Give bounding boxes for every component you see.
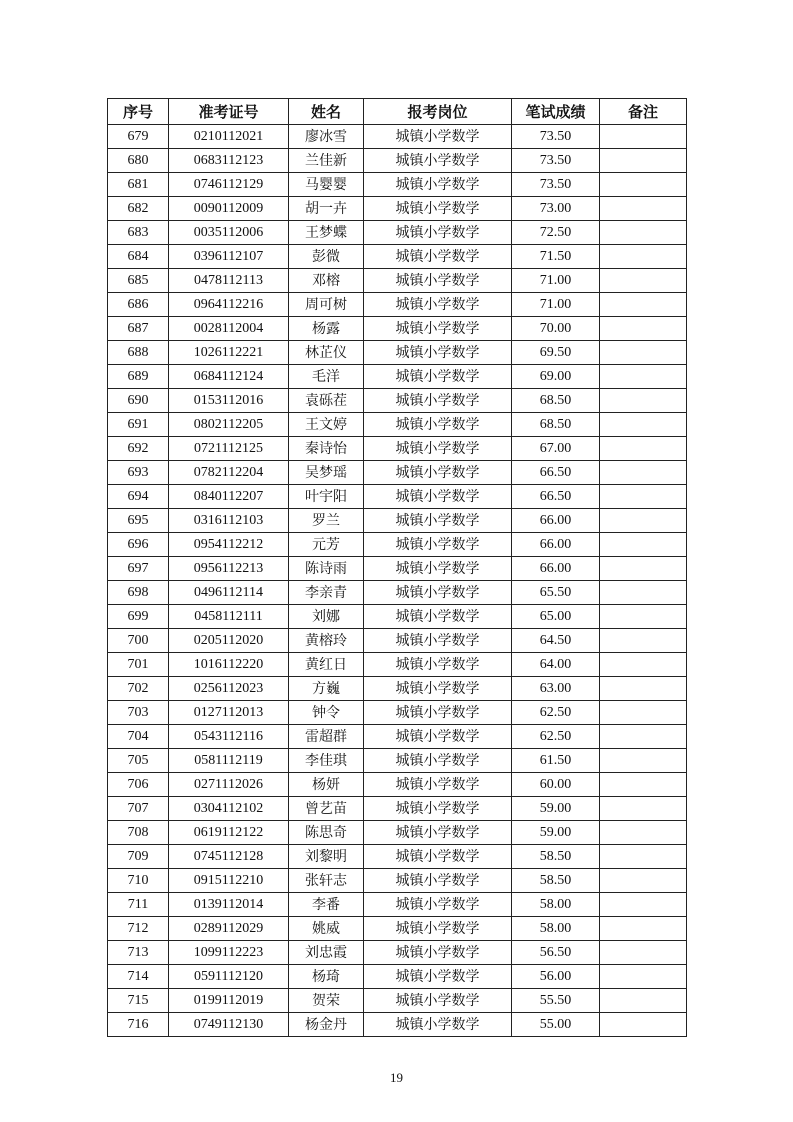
cell-seq: 684 xyxy=(108,245,169,269)
cell-seq: 698 xyxy=(108,581,169,605)
cell-remarks xyxy=(600,893,687,917)
cell-name: 胡一卉 xyxy=(289,197,364,221)
header-seq: 序号 xyxy=(108,99,169,125)
cell-name: 廖冰雪 xyxy=(289,125,364,149)
cell-remarks xyxy=(600,245,687,269)
cell-seq: 701 xyxy=(108,653,169,677)
cell-position: 城镇小学数学 xyxy=(364,1013,512,1037)
cell-score: 66.00 xyxy=(512,533,600,557)
cell-position: 城镇小学数学 xyxy=(364,965,512,989)
cell-position: 城镇小学数学 xyxy=(364,365,512,389)
table-body xyxy=(108,125,687,1037)
cell-seq: 679 xyxy=(108,125,169,149)
cell-exam-id: 0028112004 xyxy=(169,317,289,341)
cell-score: 73.50 xyxy=(512,125,600,149)
cell-remarks xyxy=(600,845,687,869)
cell-position: 城镇小学数学 xyxy=(364,533,512,557)
header-remarks: 备注 xyxy=(600,99,687,125)
cell-name: 邓榕 xyxy=(289,269,364,293)
cell-remarks xyxy=(600,269,687,293)
cell-position: 城镇小学数学 xyxy=(364,749,512,773)
cell-exam-id: 0619112122 xyxy=(169,821,289,845)
cell-score: 55.00 xyxy=(512,1013,600,1037)
cell-name: 陈诗雨 xyxy=(289,557,364,581)
cell-score: 64.00 xyxy=(512,653,600,677)
cell-remarks xyxy=(600,653,687,677)
cell-name: 黄红日 xyxy=(289,653,364,677)
cell-remarks xyxy=(600,293,687,317)
cell-name: 陈思奇 xyxy=(289,821,364,845)
cell-remarks xyxy=(600,221,687,245)
cell-exam-id: 1016112220 xyxy=(169,653,289,677)
table-row xyxy=(108,533,687,557)
cell-remarks xyxy=(600,773,687,797)
cell-position: 城镇小学数学 xyxy=(364,941,512,965)
cell-score: 66.50 xyxy=(512,485,600,509)
cell-remarks xyxy=(600,677,687,701)
cell-exam-id: 0210112021 xyxy=(169,125,289,149)
cell-exam-id: 0458112111 xyxy=(169,605,289,629)
table-row xyxy=(108,173,687,197)
cell-name: 王梦蝶 xyxy=(289,221,364,245)
cell-exam-id: 0840112207 xyxy=(169,485,289,509)
cell-remarks xyxy=(600,341,687,365)
cell-exam-id: 0316112103 xyxy=(169,509,289,533)
cell-position: 城镇小学数学 xyxy=(364,629,512,653)
cell-exam-id: 0746112129 xyxy=(169,173,289,197)
cell-score: 56.50 xyxy=(512,941,600,965)
header-name: 姓名 xyxy=(289,99,364,125)
cell-seq: 706 xyxy=(108,773,169,797)
cell-position: 城镇小学数学 xyxy=(364,557,512,581)
cell-exam-id: 0271112026 xyxy=(169,773,289,797)
cell-name: 兰佳新 xyxy=(289,149,364,173)
table-row xyxy=(108,341,687,365)
cell-position: 城镇小学数学 xyxy=(364,149,512,173)
table-row xyxy=(108,269,687,293)
cell-exam-id: 0721112125 xyxy=(169,437,289,461)
cell-name: 曾艺苗 xyxy=(289,797,364,821)
cell-remarks xyxy=(600,437,687,461)
cell-name: 黄榕玲 xyxy=(289,629,364,653)
cell-exam-id: 0205112020 xyxy=(169,629,289,653)
cell-exam-id: 0749112130 xyxy=(169,1013,289,1037)
cell-score: 64.50 xyxy=(512,629,600,653)
cell-score: 59.00 xyxy=(512,821,600,845)
cell-position: 城镇小学数学 xyxy=(364,797,512,821)
table-row xyxy=(108,365,687,389)
table-row xyxy=(108,509,687,533)
cell-remarks xyxy=(600,581,687,605)
cell-score: 73.50 xyxy=(512,149,600,173)
table-row xyxy=(108,317,687,341)
cell-seq: 688 xyxy=(108,341,169,365)
cell-exam-id: 0954112212 xyxy=(169,533,289,557)
cell-name: 刘忠霞 xyxy=(289,941,364,965)
cell-remarks xyxy=(600,413,687,437)
cell-score: 68.50 xyxy=(512,413,600,437)
table-row xyxy=(108,917,687,941)
cell-seq: 708 xyxy=(108,821,169,845)
cell-name: 周可树 xyxy=(289,293,364,317)
cell-seq: 700 xyxy=(108,629,169,653)
cell-score: 71.00 xyxy=(512,269,600,293)
table-row xyxy=(108,389,687,413)
header-position: 报考岗位 xyxy=(364,99,512,125)
cell-score: 70.00 xyxy=(512,317,600,341)
cell-exam-id: 0581112119 xyxy=(169,749,289,773)
cell-remarks xyxy=(600,173,687,197)
table-row xyxy=(108,893,687,917)
cell-position: 城镇小学数学 xyxy=(364,677,512,701)
cell-score: 58.00 xyxy=(512,917,600,941)
cell-name: 罗兰 xyxy=(289,509,364,533)
cell-remarks xyxy=(600,869,687,893)
cell-score: 55.50 xyxy=(512,989,600,1013)
cell-position: 城镇小学数学 xyxy=(364,893,512,917)
cell-seq: 687 xyxy=(108,317,169,341)
cell-name: 毛洋 xyxy=(289,365,364,389)
table-row xyxy=(108,485,687,509)
cell-exam-id: 0683112123 xyxy=(169,149,289,173)
cell-seq: 686 xyxy=(108,293,169,317)
cell-exam-id: 0127112013 xyxy=(169,701,289,725)
cell-position: 城镇小学数学 xyxy=(364,317,512,341)
cell-score: 72.50 xyxy=(512,221,600,245)
cell-remarks xyxy=(600,941,687,965)
cell-remarks xyxy=(600,533,687,557)
cell-remarks xyxy=(600,197,687,221)
table-row xyxy=(108,773,687,797)
cell-score: 60.00 xyxy=(512,773,600,797)
cell-exam-id: 0591112120 xyxy=(169,965,289,989)
table-row xyxy=(108,197,687,221)
table-row xyxy=(108,989,687,1013)
cell-seq: 712 xyxy=(108,917,169,941)
cell-seq: 691 xyxy=(108,413,169,437)
cell-exam-id: 1026112221 xyxy=(169,341,289,365)
cell-exam-id: 0304112102 xyxy=(169,797,289,821)
table-row xyxy=(108,461,687,485)
cell-seq: 685 xyxy=(108,269,169,293)
cell-position: 城镇小学数学 xyxy=(364,725,512,749)
table-row xyxy=(108,413,687,437)
cell-position: 城镇小学数学 xyxy=(364,701,512,725)
cell-remarks xyxy=(600,605,687,629)
page-number: 19 xyxy=(390,1070,403,1085)
cell-remarks xyxy=(600,509,687,533)
cell-score: 66.50 xyxy=(512,461,600,485)
cell-score: 69.00 xyxy=(512,365,600,389)
cell-exam-id: 0139112014 xyxy=(169,893,289,917)
cell-remarks xyxy=(600,389,687,413)
cell-exam-id: 0256112023 xyxy=(169,677,289,701)
cell-name: 吴梦瑶 xyxy=(289,461,364,485)
cell-name: 林芷仪 xyxy=(289,341,364,365)
table-row xyxy=(108,821,687,845)
cell-position: 城镇小学数学 xyxy=(364,413,512,437)
cell-seq: 680 xyxy=(108,149,169,173)
cell-score: 65.50 xyxy=(512,581,600,605)
cell-seq: 710 xyxy=(108,869,169,893)
table-row xyxy=(108,677,687,701)
cell-score: 58.50 xyxy=(512,869,600,893)
cell-seq: 713 xyxy=(108,941,169,965)
cell-remarks xyxy=(600,365,687,389)
table-row xyxy=(108,701,687,725)
cell-exam-id: 0684112124 xyxy=(169,365,289,389)
cell-exam-id: 0153112016 xyxy=(169,389,289,413)
cell-position: 城镇小学数学 xyxy=(364,341,512,365)
cell-exam-id: 0289112029 xyxy=(169,917,289,941)
cell-score: 69.50 xyxy=(512,341,600,365)
cell-name: 袁砾茬 xyxy=(289,389,364,413)
cell-score: 58.50 xyxy=(512,845,600,869)
table-row xyxy=(108,869,687,893)
cell-remarks xyxy=(600,485,687,509)
cell-exam-id: 0745112128 xyxy=(169,845,289,869)
cell-remarks xyxy=(600,557,687,581)
cell-remarks xyxy=(600,989,687,1013)
cell-score: 62.50 xyxy=(512,725,600,749)
cell-seq: 711 xyxy=(108,893,169,917)
cell-score: 61.50 xyxy=(512,749,600,773)
table-row xyxy=(108,581,687,605)
cell-seq: 681 xyxy=(108,173,169,197)
cell-name: 姚威 xyxy=(289,917,364,941)
table-row xyxy=(108,845,687,869)
cell-seq: 696 xyxy=(108,533,169,557)
cell-position: 城镇小学数学 xyxy=(364,197,512,221)
cell-name: 张轩志 xyxy=(289,869,364,893)
cell-score: 73.50 xyxy=(512,173,600,197)
cell-name: 王文婷 xyxy=(289,413,364,437)
score-table xyxy=(107,98,687,1037)
cell-name: 杨露 xyxy=(289,317,364,341)
cell-name: 雷超群 xyxy=(289,725,364,749)
cell-score: 67.00 xyxy=(512,437,600,461)
cell-position: 城镇小学数学 xyxy=(364,773,512,797)
cell-seq: 707 xyxy=(108,797,169,821)
table-row xyxy=(108,557,687,581)
cell-seq: 690 xyxy=(108,389,169,413)
cell-seq: 694 xyxy=(108,485,169,509)
cell-name: 杨妍 xyxy=(289,773,364,797)
cell-position: 城镇小学数学 xyxy=(364,221,512,245)
table-row xyxy=(108,125,687,149)
cell-position: 城镇小学数学 xyxy=(364,869,512,893)
table-row xyxy=(108,437,687,461)
cell-position: 城镇小学数学 xyxy=(364,437,512,461)
cell-position: 城镇小学数学 xyxy=(364,269,512,293)
cell-position: 城镇小学数学 xyxy=(364,821,512,845)
cell-remarks xyxy=(600,461,687,485)
cell-name: 元芳 xyxy=(289,533,364,557)
cell-seq: 705 xyxy=(108,749,169,773)
cell-score: 56.00 xyxy=(512,965,600,989)
cell-score: 65.00 xyxy=(512,605,600,629)
cell-seq: 704 xyxy=(108,725,169,749)
cell-seq: 682 xyxy=(108,197,169,221)
table-row xyxy=(108,293,687,317)
cell-score: 62.50 xyxy=(512,701,600,725)
cell-exam-id: 0782112204 xyxy=(169,461,289,485)
cell-exam-id: 0496112114 xyxy=(169,581,289,605)
table-row xyxy=(108,941,687,965)
cell-remarks xyxy=(600,701,687,725)
cell-position: 城镇小学数学 xyxy=(364,389,512,413)
cell-seq: 695 xyxy=(108,509,169,533)
cell-remarks xyxy=(600,965,687,989)
table-row xyxy=(108,1013,687,1037)
cell-exam-id: 0802112205 xyxy=(169,413,289,437)
cell-name: 马婴婴 xyxy=(289,173,364,197)
cell-name: 李亲青 xyxy=(289,581,364,605)
cell-position: 城镇小学数学 xyxy=(364,605,512,629)
header-score: 笔试成绩 xyxy=(512,99,600,125)
table-row xyxy=(108,725,687,749)
cell-name: 彭微 xyxy=(289,245,364,269)
table-row xyxy=(108,629,687,653)
cell-exam-id: 0956112213 xyxy=(169,557,289,581)
cell-score: 63.00 xyxy=(512,677,600,701)
table-row xyxy=(108,797,687,821)
cell-name: 秦诗怡 xyxy=(289,437,364,461)
header-exam-id: 准考证号 xyxy=(169,99,289,125)
table-row xyxy=(108,221,687,245)
cell-remarks xyxy=(600,797,687,821)
cell-score: 71.00 xyxy=(512,293,600,317)
table-row xyxy=(108,965,687,989)
table-row xyxy=(108,245,687,269)
cell-seq: 692 xyxy=(108,437,169,461)
cell-seq: 702 xyxy=(108,677,169,701)
cell-position: 城镇小学数学 xyxy=(364,485,512,509)
cell-remarks xyxy=(600,317,687,341)
cell-exam-id: 0543112116 xyxy=(169,725,289,749)
cell-remarks xyxy=(600,1013,687,1037)
cell-name: 李佳琪 xyxy=(289,749,364,773)
cell-position: 城镇小学数学 xyxy=(364,917,512,941)
cell-position: 城镇小学数学 xyxy=(364,245,512,269)
cell-name: 杨琦 xyxy=(289,965,364,989)
table-row xyxy=(108,149,687,173)
cell-remarks xyxy=(600,725,687,749)
cell-exam-id: 0964112216 xyxy=(169,293,289,317)
cell-position: 城镇小学数学 xyxy=(364,461,512,485)
cell-name: 叶宇阳 xyxy=(289,485,364,509)
cell-position: 城镇小学数学 xyxy=(364,845,512,869)
cell-exam-id: 0396112107 xyxy=(169,245,289,269)
cell-seq: 716 xyxy=(108,1013,169,1037)
cell-score: 73.00 xyxy=(512,197,600,221)
cell-name: 刘娜 xyxy=(289,605,364,629)
cell-score: 66.00 xyxy=(512,557,600,581)
header-row xyxy=(108,99,687,125)
cell-remarks xyxy=(600,125,687,149)
cell-position: 城镇小学数学 xyxy=(364,653,512,677)
cell-score: 71.50 xyxy=(512,245,600,269)
cell-exam-id: 0915112210 xyxy=(169,869,289,893)
cell-name: 钟令 xyxy=(289,701,364,725)
cell-position: 城镇小学数学 xyxy=(364,581,512,605)
cell-exam-id: 1099112223 xyxy=(169,941,289,965)
cell-remarks xyxy=(600,917,687,941)
cell-seq: 683 xyxy=(108,221,169,245)
table-row xyxy=(108,653,687,677)
cell-exam-id: 0035112006 xyxy=(169,221,289,245)
cell-seq: 693 xyxy=(108,461,169,485)
cell-exam-id: 0199112019 xyxy=(169,989,289,1013)
cell-position: 城镇小学数学 xyxy=(364,173,512,197)
cell-score: 59.00 xyxy=(512,797,600,821)
cell-seq: 689 xyxy=(108,365,169,389)
cell-seq: 714 xyxy=(108,965,169,989)
table-row xyxy=(108,605,687,629)
cell-position: 城镇小学数学 xyxy=(364,293,512,317)
cell-name: 刘黎明 xyxy=(289,845,364,869)
cell-remarks xyxy=(600,821,687,845)
cell-remarks xyxy=(600,629,687,653)
cell-exam-id: 0478112113 xyxy=(169,269,289,293)
cell-score: 68.50 xyxy=(512,389,600,413)
cell-name: 杨金丹 xyxy=(289,1013,364,1037)
cell-name: 方巍 xyxy=(289,677,364,701)
cell-position: 城镇小学数学 xyxy=(364,509,512,533)
cell-seq: 703 xyxy=(108,701,169,725)
cell-name: 贺荣 xyxy=(289,989,364,1013)
cell-remarks xyxy=(600,749,687,773)
cell-remarks xyxy=(600,149,687,173)
cell-position: 城镇小学数学 xyxy=(364,989,512,1013)
cell-name: 李番 xyxy=(289,893,364,917)
table-row xyxy=(108,749,687,773)
cell-seq: 699 xyxy=(108,605,169,629)
cell-seq: 697 xyxy=(108,557,169,581)
cell-score: 58.00 xyxy=(512,893,600,917)
table-header xyxy=(108,99,687,125)
cell-exam-id: 0090112009 xyxy=(169,197,289,221)
cell-seq: 715 xyxy=(108,989,169,1013)
cell-position: 城镇小学数学 xyxy=(364,125,512,149)
cell-score: 66.00 xyxy=(512,509,600,533)
cell-seq: 709 xyxy=(108,845,169,869)
